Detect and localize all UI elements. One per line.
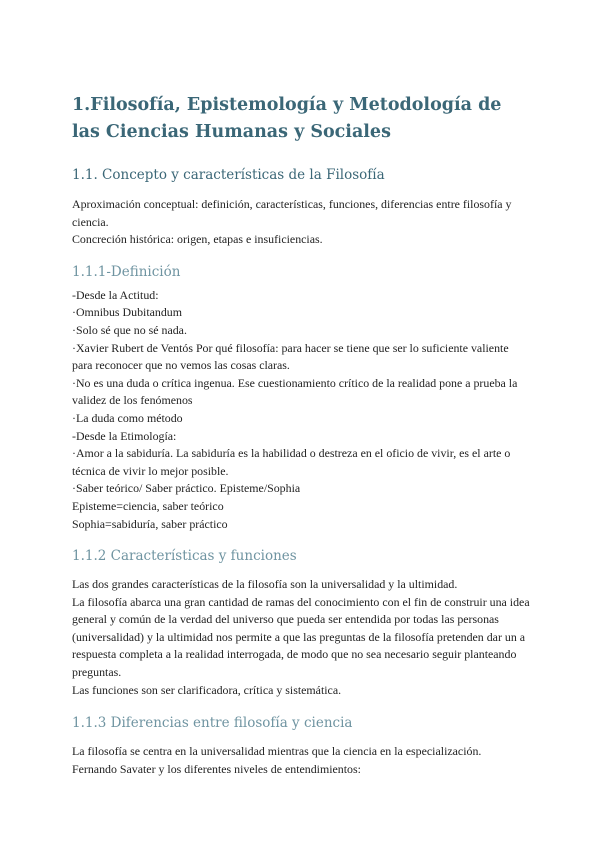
paragraph: Concreción histórica: origen, etapas e insuficiencias. [72, 232, 323, 247]
text-line: ·Xavier Rubert de Ventós Por qué filosofía: para hacer se tiene que ser lo suficiente valiente para reconocer que no vemos las cosas claras. [72, 340, 509, 373]
text-line: ·La duda como método [72, 410, 183, 425]
section-heading-caracteristicas: 1.1.2 Características y funciones [72, 548, 297, 565]
text-line: ·No es una duda o crítica ingenua. Ese cuestionamiento crítico de la realidad pone a prueba la validez de los fenómenos [72, 375, 518, 408]
paragraph: Aproximación conceptual: definición, características, funciones, diferencias entre filosofía y ciencia. [72, 197, 512, 229]
section-caracteristicas [72, 547, 530, 699]
paragraph: Fernando Savater y los diferentes niveles de entendimientos: [72, 761, 361, 776]
paragraph: Las funciones son ser clarificadora, crítica y sistemática. [72, 682, 342, 697]
text-line: ·Solo sé que no sé nada. [72, 322, 187, 337]
text-line: ·Omnibus Dubitandum [72, 305, 182, 320]
paragraph: Las dos grandes características de la filosofía son la universalidad y la ultimidad. [72, 577, 458, 592]
page-title: 1.Filosofía, Epistemología y Metodología de las Ciencias Humanas y Sociales [72, 95, 502, 142]
paragraph: La filosofía abarca una gran cantidad de ramas del conocimiento con el fin de construir una idea general y común de la verdad del universo que pueda ser entendida por todas las personas (universalidad) y la ultimidad nos permite a que las preguntas de la filosofía pretenden dar un a respuesta completa a la realidad interrogada, de modo que no sea necesario seguir planteando preguntas. [72, 594, 530, 680]
section-concepto [72, 166, 530, 249]
section-heading-definicion: 1.1.1-Definición [72, 263, 181, 280]
text-line: Episteme=ciencia, saber teórico [72, 498, 224, 513]
section-definicion [72, 263, 530, 533]
paragraph: La filosofía se centra en la universalidad mientras que la ciencia en la especialización. [72, 744, 482, 759]
section-heading-concepto: 1.1. Concepto y características de la Filosofía [72, 167, 385, 183]
section-heading-diferencias: 1.1.3 Diferencias entre filosofía y ciencia [72, 715, 353, 732]
text-line: ·Amor a la sabiduría. La sabiduría es la habilidad o destreza en el oficio de vivir, es el arte o técnica de vivir lo mejor posible. [72, 446, 511, 478]
section-diferencias [72, 714, 530, 778]
text-line: -Desde la Etimología: [72, 428, 177, 443]
text-line: Sophia=sabiduría, saber práctico [72, 516, 228, 531]
text-line: -Desde la Actitud: [72, 287, 159, 302]
text-line: ·Saber teórico/ Saber práctico. Episteme/Sophia [72, 481, 301, 496]
